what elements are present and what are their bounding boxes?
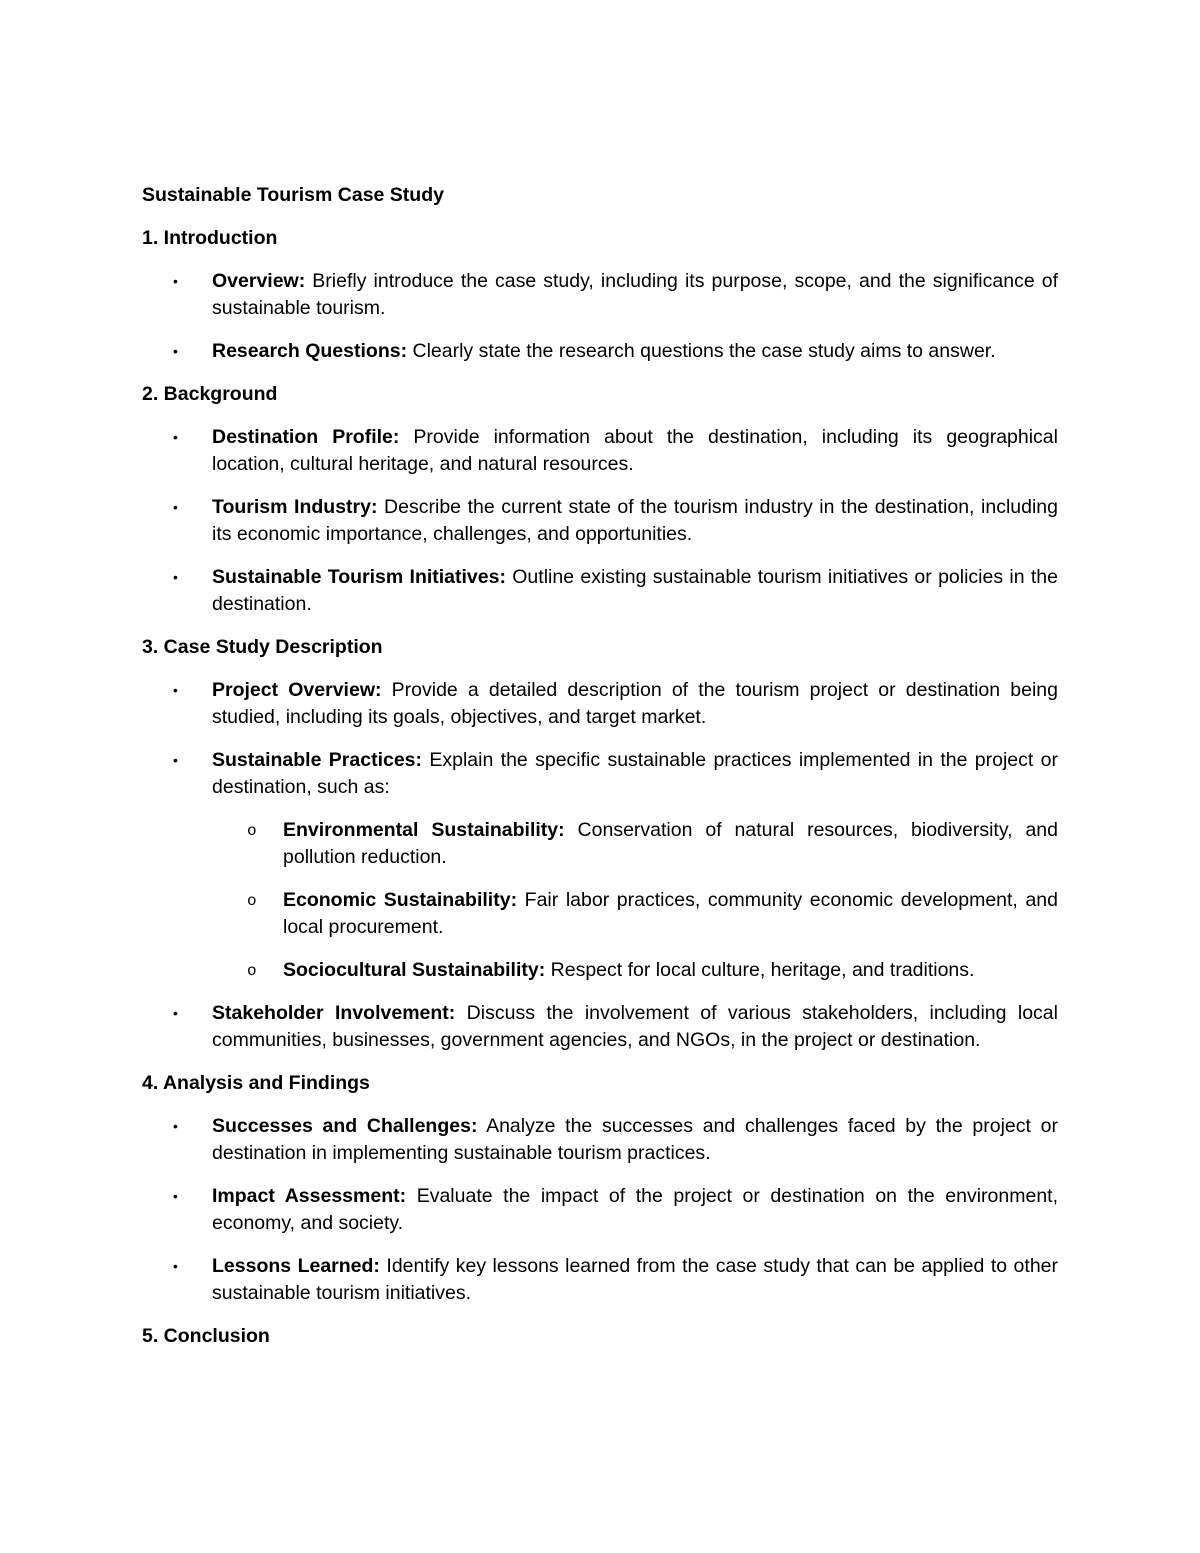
list-item [142,747,1058,984]
item-term: Lessons Learned: [212,1255,380,1277]
item-text: Outline existing sustainable tourism initiatives or policies in the destination. [212,566,1058,615]
bullet-list [142,1113,1058,1307]
item-text: Evaluate the impact of the project or destination on the environment, economy, and society. [212,1185,1059,1234]
list-item [142,424,1058,478]
bullet-icon: • [173,1188,178,1204]
list-item [142,1253,1058,1307]
section-heading: 3. Case Study Description [142,636,383,658]
item-text: Explain the specific sustainable practices implemented in the project or destination, such as: [212,749,1058,798]
document-body [142,225,1058,1350]
item-term: Stakeholder Involvement: [212,1002,456,1024]
sub-item-term: Environmental Sustainability: [283,819,565,841]
list-item [142,1000,1058,1054]
section-heading: 2. Background [142,383,278,405]
bullet-icon: • [173,682,178,698]
list-item [142,677,1058,731]
item-term: Destination Profile: [212,426,400,448]
sub-list-item [212,817,1058,871]
hollow-bullet-icon: o [247,822,257,840]
bullet-icon: • [173,273,178,289]
item-text: Provide information about the destination, including its geographical location, cultural heritage, and natural resources. [212,426,1058,475]
hollow-bullet-icon: o [247,962,257,980]
item-term: Sustainable Practices: [212,749,423,771]
bullet-list [142,268,1058,365]
sub-list-item [212,957,1058,984]
bullet-icon: • [173,1258,178,1274]
item-text: Discuss the involvement of various stakeholders, including local communities, businesses, government agencies, and NGOs, in the project or destination. [212,1002,1058,1051]
document-title: Sustainable Tourism Case Study [142,184,444,206]
item-text: Analyze the successes and challenges faced by the project or destination in implementing sustainable tourism practices. [212,1115,1058,1164]
item-term: Impact Assessment: [212,1185,407,1207]
item-term: Project Overview: [212,679,382,701]
sub-item-text: Fair labor practices, community economic development, and local procurement. [283,889,1058,938]
sub-list [212,817,1058,984]
bullet-icon: • [173,1005,178,1021]
item-term: Successes and Challenges: [212,1115,478,1137]
bullet-icon: • [173,499,178,515]
item-term: Sustainable Tourism Initiatives: [212,566,506,588]
hollow-bullet-icon: o [247,892,257,910]
item-text: Briefly introduce the case study, including its purpose, scope, and the significance of sustainable tourism. [212,270,1058,319]
item-term: Tourism Industry: [212,496,378,518]
sub-item-term: Sociocultural Sustainability: [283,959,546,981]
item-term: Overview: [212,270,306,292]
sub-item-text: Respect for local culture, heritage, and traditions. [545,959,975,981]
section [142,634,1058,1054]
bullet-icon: • [173,429,178,445]
list-item [142,1183,1058,1237]
bullet-list [142,424,1058,618]
sub-item-term: Economic Sustainability: [283,889,518,911]
list-item [142,564,1058,618]
bullet-icon: • [173,569,178,585]
item-text: Describe the current state of the tourism industry in the destination, including its economic importance, challenges, and opportunities. [212,496,1059,545]
document-page [142,182,1058,1366]
item-text: Clearly state the research questions the case study aims to answer. [407,340,996,362]
section [142,1323,1058,1350]
section [142,381,1058,618]
item-text: Identify key lessons learned from the case study that can be applied to other sustainable tourism initiatives. [212,1255,1058,1304]
sub-item-text: Conservation of natural resources, biodiversity, and pollution reduction. [283,819,1058,868]
bullet-icon: • [173,343,178,359]
section [142,1070,1058,1307]
section-heading: 5. Conclusion [142,1325,270,1347]
sub-list-item [212,887,1058,941]
item-term: Research Questions: [212,340,408,362]
section-heading: 1. Introduction [142,227,278,249]
bullet-list [142,677,1058,1054]
list-item [142,338,1058,365]
bullet-icon: • [173,752,178,768]
bullet-icon: • [173,1118,178,1134]
list-item [142,494,1058,548]
section-heading: 4. Analysis and Findings [142,1072,370,1094]
section [142,225,1058,365]
item-text: Provide a detailed description of the tourism project or destination being studied, including its goals, objectives, and target market. [212,679,1058,728]
list-item [142,1113,1058,1167]
list-item [142,268,1058,322]
